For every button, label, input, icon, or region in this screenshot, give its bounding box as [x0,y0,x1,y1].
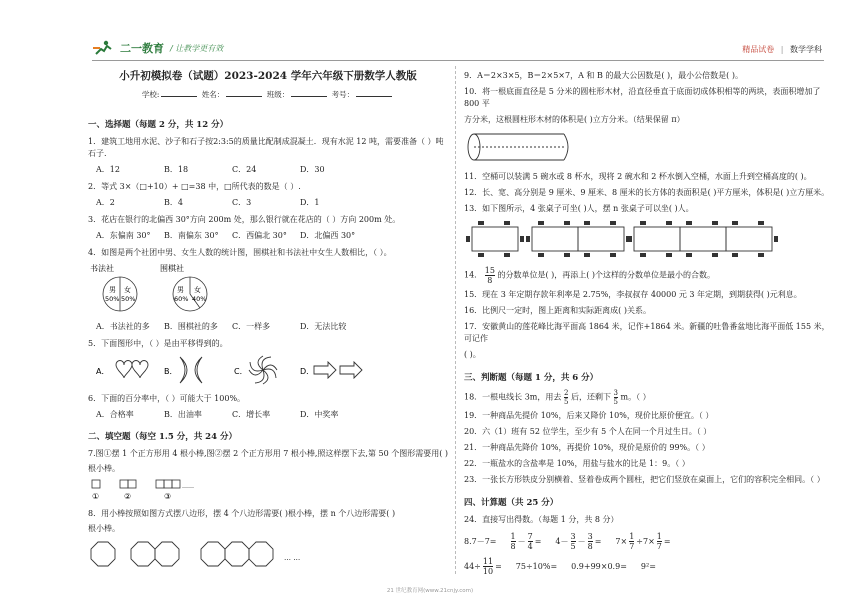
question-21: 21．一种商品先降价 10%，再提价 10%，现价是原价的 99%。（ ） [464,443,710,452]
q7-dots: …… [182,483,194,490]
calc-5: 44÷ $\frac{11}{10}$ = [464,557,502,576]
subject-label: 数学学科 [790,45,822,54]
section-choice: 一、选择题（每题 2 分，共 12 分） [88,120,229,130]
q14-denominator: 8 [487,276,493,285]
header-rule [92,60,824,61]
name-blank[interactable] [226,96,262,97]
page-header [0,0,860,64]
column-divider [455,66,456,574]
q18-mid: 后，还剩下 [570,392,611,402]
q14-fraction [485,266,495,285]
left-column [88,66,448,577]
pie2-title: 围棋社 [160,264,184,273]
option: D．1 [300,198,320,207]
q4-pie-charts [88,262,288,314]
option: B．围棋社的多 [164,322,218,331]
q7-label-1: ① [92,492,100,501]
pie2-male-pct: 60% [174,295,189,303]
pie2-female-pct: 40% [192,295,207,303]
q18-post: m。（ ） [620,392,651,402]
question-10a: 10．将一根底面直径是 5 分米的圆柱形木材，沿直径垂直于底面切成体积相等的两块，表面积增加了 800 平 [464,87,821,108]
q3-options [96,230,448,241]
pie1-title: 书法社 [90,264,114,273]
question-17a: 17．安徽黄山的莲花峰比海平面高 1864 米，记作+1864 米。新疆的吐鲁番盆地比海平面低 155 米，可记作 [464,322,830,343]
q7-label-2: ② [124,492,132,501]
q7-squares-figure [88,478,248,502]
pie2 [173,277,207,311]
q14-numerator: 15 [484,266,495,275]
school-blank[interactable] [161,96,197,97]
info-number: 考号： [331,90,355,99]
calc-1: 8.7－7= [464,536,497,546]
arrows-icon [314,362,362,378]
question-17b: ( )。 [464,350,481,359]
page-footer: 21 世纪教育网(www.21cnjy.com) [386,588,474,594]
question-11: 11．空桶可以装满 5 碗水或 8 杯水，现将 2 碗水和 2 杯水倒入空桶，水面上升到空桶高度的( )。 [464,172,812,181]
pie1-female-pct: 50% [121,295,136,303]
pie1-male-pct: 50% [105,295,120,303]
q5-shapes [88,353,388,387]
header-right [742,44,822,55]
tables-figure [464,219,824,259]
q6-options [96,409,448,420]
calc-row-1 [464,532,832,551]
q5-option-d: D． [300,367,315,376]
option: A．书法社的多 [96,322,150,331]
question-23: 23．一张长方形铁皮分别横着、竖着卷成两个圆柱，把它们竖放在桌面上，它们的容积完全相同。（ ） [464,475,825,484]
logo-text: 二一教育 [120,42,164,55]
crescents-icon [180,357,202,383]
right-column [464,66,832,580]
q18-f1-den: 5 [563,398,569,406]
question-20: 20．六（1）班有 52 位学生，至少有 5 个人在同一个月过生日。（ ） [464,427,712,436]
question-14 [464,266,832,285]
question-3: 3．花店在银行的北偏西 30°方向 200m 处，那么银行就在花店的（ ）方向 200m 处。 [88,215,401,224]
question-10b: 方分米，这根圆柱形木材的体积是( )立方分米。（结果保留 π） [464,115,685,124]
question-6: 6．下面的百分率中，（ ）可能大于 100%。 [88,394,246,403]
q5-option-a: A． [96,367,110,376]
calc-row-2 [464,557,832,576]
logo-area [92,40,223,56]
question-1: 1．建筑工地用水泥、沙子和石子按2:3:5的质量比配制成混凝土．现有水泥 12 吨，需要准备（ ）吨石子. [88,137,444,158]
q18-fraction-1 [564,389,568,406]
pie1-female-label: 女 [124,286,131,294]
pie2-female-label: 女 [194,286,201,294]
q8-dots: … … [284,554,301,562]
calc-7: 0.9+99×0.9= [571,561,627,571]
slogan: / 让教学更有效 [170,43,224,53]
option: D．30 [300,165,325,174]
student-info [88,89,448,100]
option: C．24 [232,165,257,174]
question-13: 13．如下图所示，4 张桌子可坐( )人，摆 n 张桌子可以坐( )人。 [464,204,694,213]
q18-fraction-2 [614,389,618,406]
option: B．南偏东 30° [164,231,219,240]
question-18 [464,389,832,406]
option: A．合格率 [96,410,134,419]
runner-logo-icon [92,40,114,56]
info-name: 姓名： [201,90,225,99]
number-blank[interactable] [356,96,392,97]
option: C．增长率 [232,410,271,419]
question-12: 12．长、宽、高分别是 9 厘米、9 厘米、8 厘米的长方体的表面积是( )平方厘米，体积是( )立方厘米。 [464,188,830,197]
info-class: 班级： [266,90,290,99]
q4-options [96,321,448,332]
pinwheel-icon [249,356,277,384]
option: D．中奖率 [300,410,339,419]
question-7b: 根小棒。 [88,464,120,473]
q5-option-c: C． [234,367,248,376]
info-school: 学校: [141,90,160,99]
q18-f2-den: 5 [613,398,618,406]
paper-title: 小升初模拟卷（试题）2023-2024 学年六年级下册数学人教版 [119,70,417,82]
option: D．北偏西 30° [300,231,356,240]
calc-4: 7× $\frac{1}{7}$ ÷7× $\frac{1}{7}$ = [615,532,671,551]
question-8a: 8．用小棒按照如图方式摆八边形，摆 4 个八边形需要( )根小棒，摆 n 个八边形需要( ) [88,509,396,518]
option: A．2 [96,198,115,207]
question-15: 15．现在 3 年定期存款年利率是 2.75%，李叔叔存 40000 元 3 年定期，到期获得( )元利息。 [464,290,802,299]
calc-6: 75÷10%= [515,561,558,571]
question-4: 4．如图是两个社团中男、女生人数的统计图，围棋社和书法社中女生人数相比，（ ）。 [88,248,392,257]
q18-pre: 18．一根电线长 3m，用去 [464,392,562,402]
brand-label: 精品试卷 [742,45,775,54]
calc-2: 1 8 － $\frac{7}{4}$ = [510,532,542,551]
question-7a: 7.图①摆 1 个正方形用 4 根小棒,图②摆 2 个正方形用 7 根小棒,照这样摆下去,第 50 个图形需要用( ) [88,449,449,458]
q18-f2-num: 3 [613,389,618,397]
pie2-male-label: 男 [177,286,184,294]
q8-octagons-figure [88,538,328,574]
option: B．18 [164,165,189,174]
option: C．西偏北 30° [232,231,287,240]
option: B．出油率 [164,410,202,419]
q7-label-3: ③ [164,492,172,501]
section-judge: 三、判断题（每题 1 分，共 6 分） [464,373,599,383]
question-16: 16．比例尺一定时，图上距离和实际距离成( )关系。 [464,306,651,315]
question-19: 19．一种商品先提价 10%，后来又降价 10%，现价比原价便宜。（ ） [464,411,714,420]
section-calc: 四、计算题（共 25 分） [464,498,559,508]
option: A．12 [96,165,120,174]
question-2: 2．等式 3×（□+10）+ □=38 中，□所代表的数是（ ）. [88,182,301,191]
option: C．3 [232,198,252,207]
option: C．一样多 [232,322,271,331]
q14-text: 的分数单位是( )，再添上( )个这样的分数单位是最小的合数。 [497,270,716,280]
header-separator: | [780,45,784,54]
q2-options [96,197,448,208]
class-blank[interactable] [291,96,327,97]
cylinder-log-figure [464,130,584,164]
q1-options [96,164,448,175]
pie1-male-label: 男 [109,286,116,294]
q5-option-b: B． [164,367,178,376]
question-22: 22．一瓶盐水的含盐率是 10%，用盐与盐水的比是 1：9。（ ） [464,459,690,468]
hearts-icon [116,361,148,379]
question-24: 24．直接写出得数。（每题 1 分，共 8 分） [464,515,619,524]
section-fill: 二、填空题（每空 1.5 分，共 24 分） [88,432,237,442]
question-8b: 根小棒。 [88,524,120,533]
pie1 [103,277,137,311]
option: A．东偏南 30° [96,231,151,240]
q18-f1-num: 2 [563,389,569,397]
q14-prefix: 14． [464,270,483,280]
calc-8: 9²= [640,561,656,571]
calc-3: 4－ 3 5 － $\frac{3}{8}$ = [555,532,602,551]
question-9: 9．A＝2×3×5，B＝2×5×7，A 和 B 的最大公因数是( )，最小公倍数是( )。 [464,71,743,80]
question-5: 5．下面图形中，（ ）是由平移得到的。 [88,339,228,348]
option: B．4 [164,198,183,207]
option: D．无法比较 [300,322,347,331]
